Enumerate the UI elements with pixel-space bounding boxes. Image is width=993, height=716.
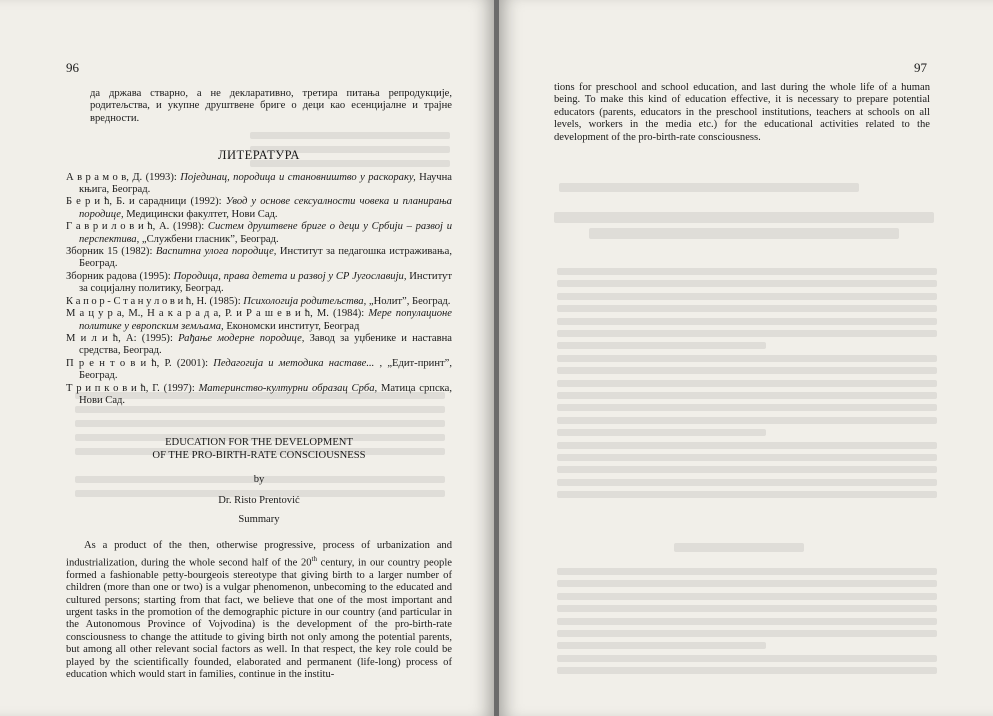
reference-author: Зборник радова (1995): — [66, 270, 174, 282]
reference-author: Зборник 15 (1982): — [66, 246, 156, 258]
show-through-line — [557, 655, 937, 662]
reference-title: Породица, права детета и развој у СР Југославији, — [173, 270, 407, 282]
left-page — [0, 0, 494, 716]
reference-publisher: „Службени гласник”, Београд. — [139, 233, 279, 245]
reference-item — [66, 358, 452, 383]
reference-item — [66, 172, 452, 197]
reference-publisher: Завод за уџбенике и наставна средства, Београд. — [79, 332, 453, 357]
reference-title: Психологија родитељства, — [243, 295, 367, 307]
show-through-line — [557, 380, 937, 387]
reference-author: А в р а м о в, Д. (1993): — [66, 171, 181, 183]
reference-publisher: Економски институт, Београд — [223, 320, 360, 332]
show-through-line — [557, 318, 937, 325]
reference-item — [66, 333, 452, 358]
show-through-line — [557, 605, 937, 612]
reference-title: Систем друштвене бриге о деци у Србији – развој и перспектива, — [79, 221, 452, 245]
right-body — [554, 82, 930, 144]
summary-text: century, in our country people formed a fashionable petty-bourgeois stereotype that giving birth to a larger number of children (more than one or two) is a vulgar phenomenon, unbecoming to the educated and cultured persons; starting from that fact, we believe that one of the most important and urgent tasks in the promotion of the demographic picture in our country (and particular in the Autonomous Province of Vojvodina) is the development of the pro-birth-rate consciousness to change the attitude to giving birth not only among the potential parents, but among all other relevant social factors as well. In that respect, the key role could be played by the scientifically founded, elaborated and permanent (life-long) process of education which would start in families, continue in the institu- — [66, 557, 453, 680]
reference-publisher: Медицински факултет, Нови Сад. — [123, 208, 278, 220]
show-through-line — [557, 593, 937, 600]
reference-item — [66, 308, 452, 333]
reference-title: Педагогија и методика наставе... — [213, 357, 375, 369]
page-number: 96 — [66, 60, 79, 75]
show-through-line — [557, 580, 937, 587]
continuation-paragraph: tions for preschool and school education, and last during the whole life of a human being. To make this kind of education effective, it is necessary to prepare potential educators (parents, educators in the preschool institutions, teachers at schools on all levels, workers in the media etc.) for the educational activities related to the development of the pro-birth-rate consciousness. — [554, 82, 930, 143]
show-through-line — [557, 330, 937, 337]
show-through-line — [559, 183, 859, 192]
show-through-line — [557, 417, 937, 424]
reference-title: Материнство-културни образац Срба, — [198, 382, 378, 394]
show-through-line — [557, 293, 937, 300]
reference-title: Увод у основе сексуалности човека и планирања породице, — [79, 196, 452, 220]
reference-author: Б е р и ћ, Б. и сарадници (1992): — [66, 196, 226, 208]
show-through-line — [557, 392, 937, 399]
left-body — [66, 88, 452, 681]
summary-author: Dr. Risto Prentović — [218, 494, 300, 506]
show-through-line — [674, 543, 804, 552]
show-through-line — [557, 454, 937, 461]
show-through-line — [557, 404, 937, 411]
by-label: by — [253, 474, 265, 486]
reference-author: М а ц у р а, М., Н а к а р а д а, Р. и Р а ш е в и ћ, М. (1984): — [66, 308, 369, 320]
reference-author: М и л и ћ, А: (1995): — [66, 332, 179, 344]
summary-heading: Summary — [238, 513, 280, 525]
summary-title — [66, 437, 452, 462]
reference-title: Мере популационе политике у европским земљама, — [79, 308, 452, 332]
superscript: th — [311, 554, 317, 563]
reference-item — [66, 296, 452, 308]
reference-item — [66, 246, 452, 271]
reference-publisher: Институт за педагошка истраживања, Београд. — [79, 246, 452, 270]
reference-author: П р е н т о в и ћ, Р. (2001): — [66, 357, 214, 369]
intro-paragraph: да држава стварно, а не декларативно, третира питања репродукције, родитељства, и укупне друштвене бриге о деци као есенцијалне и трајне вредности. — [90, 88, 452, 124]
reference-author: Г а в р и л о в и ћ, А. (1998): — [66, 221, 208, 233]
show-through-line — [557, 642, 766, 649]
literature-heading: ЛИТЕРАТУРА — [218, 148, 300, 163]
show-through-line — [557, 630, 937, 637]
show-through-line — [557, 355, 937, 362]
reference-list — [66, 172, 452, 408]
show-through-line — [557, 429, 766, 436]
reference-title: Васпитна улога породице, — [155, 246, 277, 258]
reference-item — [66, 221, 452, 246]
show-through-line — [557, 568, 937, 575]
show-through-line — [589, 228, 899, 239]
show-through-line — [557, 280, 937, 287]
summary-text: As a product of the then, otherwise progressive, process of urbanization and industrialization, during the whole second half of the 20 — [66, 540, 452, 569]
reference-publisher: Матица српска, Нови Сад. — [79, 382, 452, 406]
reference-title: Појединац, породица и становништво у раскораку, — [180, 171, 416, 183]
reference-publisher: Научна књига, Београд. — [79, 171, 452, 196]
show-through-line — [557, 479, 937, 486]
show-through-line — [557, 367, 937, 374]
show-through-line — [557, 305, 937, 312]
show-through-line — [557, 268, 937, 275]
reference-publisher: , „Едит-принт”, Београд. — [79, 357, 452, 382]
show-through-line — [557, 491, 937, 498]
reference-author: Т р и п к о в и ћ, Г. (1997): — [66, 382, 199, 394]
reference-publisher: Институт за социјалну политику, Београд. — [79, 270, 452, 295]
show-through-line — [557, 466, 937, 473]
reference-item — [66, 383, 452, 408]
right-page — [499, 0, 993, 716]
show-through-line — [557, 442, 937, 449]
summary-paragraph — [66, 540, 452, 681]
reference-publisher: „Нолит”, Београд. — [366, 295, 451, 307]
show-through-line — [557, 342, 766, 349]
reference-item — [66, 196, 452, 221]
page-number: 97 — [914, 60, 927, 75]
show-through-line — [554, 212, 934, 223]
summary-title-line: OF THE PRO-BIRTH-RATE CONSCIOUSNESS — [152, 449, 366, 461]
reference-author: К а п о р - С т а н у л о в и ћ, Н. (1985): — [66, 295, 244, 307]
reference-item — [66, 271, 452, 296]
reference-title: Рађање модерне породице, — [178, 332, 305, 344]
show-through-line — [557, 667, 937, 674]
show-through-line — [557, 618, 937, 625]
summary-title-line: EDUCATION FOR THE DEVELOPMENT — [165, 437, 353, 449]
